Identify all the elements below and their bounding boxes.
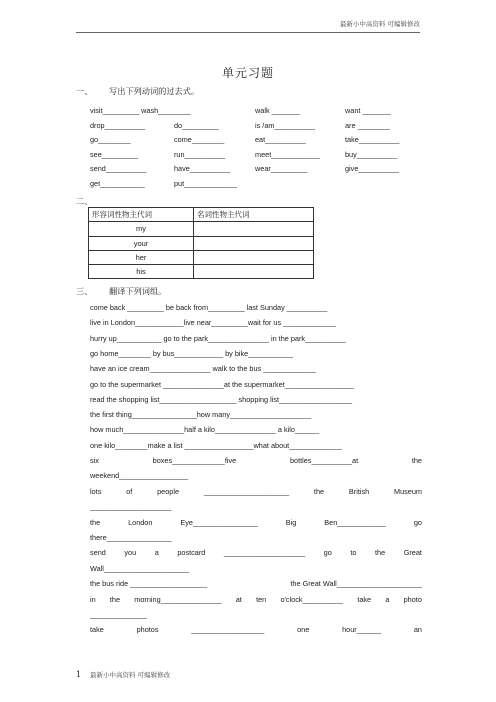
phrase-word: you (124, 548, 137, 558)
verb-blank[interactable]: drop__________ (90, 120, 146, 130)
phrase-word: photos (136, 625, 159, 635)
phrase-row (90, 609, 422, 620)
phrase-word: Ben____________ (324, 517, 386, 527)
phrase-word: postcard (177, 548, 206, 558)
verb-blank[interactable]: meet____________ (255, 149, 320, 159)
verb-blank[interactable]: take__________ (345, 135, 400, 144)
footer-text: 最新小中高资料 可编辑修改 (90, 671, 171, 679)
verb-blank[interactable]: eat__________ (255, 135, 306, 144)
phrase-word: six (90, 456, 99, 465)
column-header: 名词性物主代词 (194, 208, 314, 222)
phrase-word: the (411, 456, 422, 465)
phrase-word: send (90, 548, 106, 558)
phrase-word: go (413, 517, 422, 527)
phrase-word: the (313, 486, 325, 496)
table-cell: her (89, 250, 194, 264)
phrase-row: go to the supermarket _______________at the supermarket_________________ (90, 379, 354, 389)
verb-blank[interactable]: do_________ (174, 120, 219, 130)
phrase-word: in (90, 594, 96, 604)
section-number: 一、 (76, 86, 93, 96)
verb-row (90, 134, 422, 145)
verb-blank[interactable]: walk _______ (255, 106, 301, 115)
table-row (89, 250, 314, 264)
verb-blank[interactable]: buy__________ (345, 149, 398, 159)
verb-row (90, 120, 422, 131)
verb-row (90, 105, 422, 116)
column-header: 形容词性物主代词 (89, 208, 194, 222)
phrase-word: of (126, 486, 133, 496)
verb-blank[interactable]: send__________ (90, 164, 147, 173)
phrase-word: a (385, 594, 390, 604)
answer-cell[interactable] (194, 265, 314, 279)
phrase-word: Wall_____________________ (90, 563, 190, 573)
section-2-heading (76, 196, 109, 207)
section-instruction: 写出下列动词的过去式。 (109, 86, 200, 96)
phrase-row: go home________ by bus____________ by bike___________ (90, 348, 293, 358)
verb-blank[interactable]: wear_________ (255, 164, 308, 173)
page-footer (76, 670, 170, 679)
header-rule (76, 32, 420, 33)
phrase-row: read the shopping list___________________ shopping list__________________ (90, 394, 353, 404)
phrase-word: the bus ride ___________________ (90, 579, 208, 589)
page-title: 单元习题 (221, 66, 274, 80)
phrase-word: ____________________ (223, 548, 306, 558)
phrase-word: morning_______________ (134, 594, 222, 604)
phrase-row: hurry up___________ go to the park_______________ in the park__________ (90, 333, 346, 343)
phrase-word: Big (285, 517, 297, 527)
verb-blank[interactable]: are ________ (345, 120, 391, 130)
table-cell: my (89, 222, 194, 236)
phrase-word: take (90, 625, 104, 635)
phrase-row (90, 486, 422, 497)
table-row (89, 222, 314, 236)
phrase-word: bottles__________at (289, 456, 359, 465)
section-3-heading (76, 286, 166, 297)
phrase-word: photo (403, 594, 422, 604)
pronoun-table (88, 207, 314, 279)
phrase-word: ten (256, 594, 267, 604)
phrase-row (90, 470, 422, 481)
phrase-word: the (90, 517, 101, 527)
verb-blank[interactable]: want _______ (345, 106, 391, 115)
phrase-word: there________________ (90, 533, 172, 542)
phrase-word: to (350, 548, 357, 558)
phrase-word: __________________ (191, 625, 265, 635)
phrase-row: come back _________ be back from_________ last Sunday __________ (90, 303, 328, 312)
answer-cell[interactable] (194, 250, 314, 264)
verb-blank[interactable]: is /am__________ (255, 120, 316, 130)
table-row (89, 265, 314, 279)
page-number: 1 (76, 670, 82, 679)
phrase-row (90, 594, 422, 605)
section-1-heading (76, 86, 199, 97)
phrase-row (90, 563, 422, 574)
page-header: 最新小中高资料 可编辑修改 (339, 20, 420, 28)
section-number: 三、 (76, 286, 93, 296)
phrase-row: one kilo________make a list _________________what about_____________ (90, 440, 342, 450)
phrase-word: people (157, 486, 180, 496)
phrase-row (90, 501, 422, 512)
phrase-word: Eye________________ (180, 517, 258, 527)
phrase-word: boxes_____________five (152, 456, 237, 465)
phrase-row: have an ice cream_______________ walk to the bus _____________ (90, 364, 316, 374)
verb-blank[interactable]: visit_________ wash________ (90, 106, 191, 115)
phrase-row (90, 455, 422, 466)
section-instruction: 翻译下列词组。 (109, 286, 167, 296)
verb-blank[interactable]: give__________ (345, 164, 399, 173)
phrase-word: ____________________ (90, 502, 172, 512)
phrase-word: o'clock__________ (280, 594, 344, 604)
phrase-word: a (154, 548, 159, 558)
phrase-row (90, 578, 422, 589)
phrase-row: live in London____________live near_________wait for us _____________ (90, 318, 336, 328)
phrase-word: British (348, 486, 370, 496)
verb-blank[interactable]: get___________ (90, 178, 145, 188)
phrase-word: _____________________ (203, 486, 290, 496)
table-cell: your (89, 236, 194, 250)
phrase-word: London (128, 517, 153, 527)
phrase-word: one (297, 625, 310, 635)
phrase-word: the Great Wall_____________________ (290, 579, 422, 589)
phrase-word: the (109, 594, 121, 604)
phrase-word: at (235, 594, 242, 604)
phrase-word: ______________ (90, 610, 147, 619)
verb-blank[interactable]: come________ (174, 135, 225, 144)
table-row (89, 236, 314, 250)
answer-cell[interactable] (194, 222, 314, 236)
phrase-word: hour______ (342, 625, 382, 635)
phrase-word: an (413, 625, 422, 635)
phrase-row: the first thing________________how many____________________ (90, 410, 312, 420)
phrase-word: go (323, 548, 332, 558)
phrase-row: how much_______________half a kilo_______________ a kilo______ (90, 425, 320, 435)
answer-cell[interactable] (194, 236, 314, 250)
table-cell: his (89, 265, 194, 279)
phrase-word: Great (403, 548, 422, 558)
section-number: 二、 (76, 196, 93, 206)
phrase-word: take (357, 594, 372, 604)
verb-blank[interactable]: run__________ (174, 149, 226, 159)
phrase-word: Museum (394, 486, 422, 496)
phrase-word: lots (90, 486, 102, 496)
verb-blank[interactable]: have__________ (174, 164, 231, 173)
phrase-word: weekend_________________ (90, 471, 189, 481)
phrase-row (90, 624, 422, 635)
verb-row (90, 178, 422, 189)
phrase-row (90, 532, 422, 543)
verb-row (90, 149, 422, 160)
table-header-row (89, 208, 314, 222)
verb-blank[interactable]: see_________ (90, 149, 139, 159)
verb-blank[interactable]: go________ (90, 135, 131, 144)
phrase-row (90, 517, 422, 528)
verb-blank[interactable]: put_____________ (174, 178, 237, 188)
verb-row (90, 163, 422, 174)
phrase-word: the (374, 548, 386, 558)
phrase-row (90, 547, 422, 558)
